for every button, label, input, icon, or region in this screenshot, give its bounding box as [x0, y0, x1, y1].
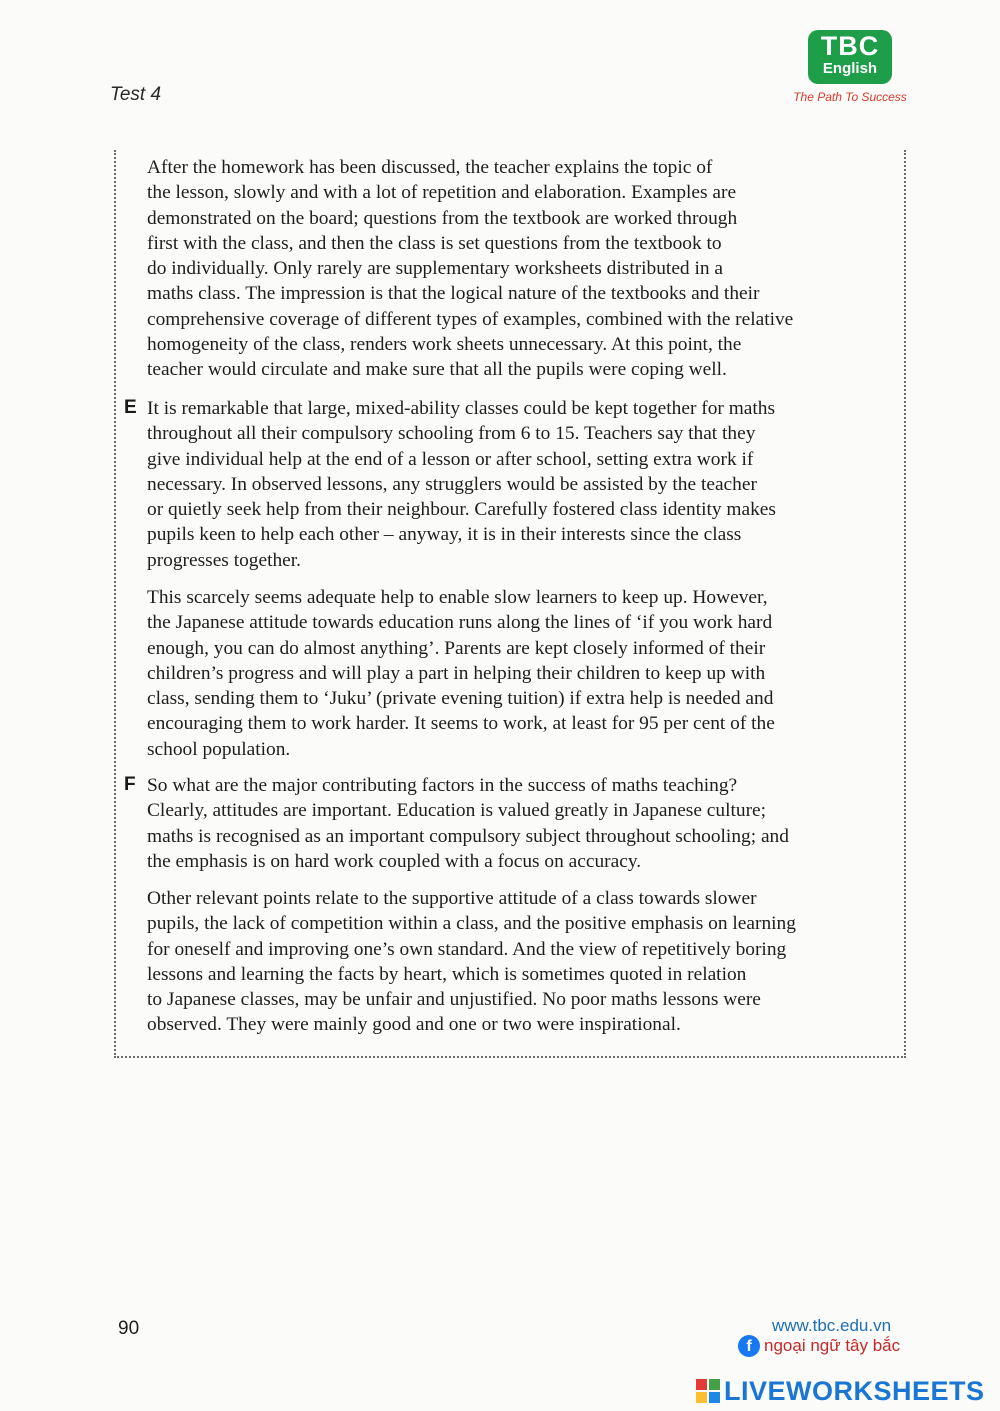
facebook-page-name: ngoại ngữ tây bắc [764, 1336, 901, 1355]
paragraph-e: It is remarkable that large, mixed-ability classes could be kept together for maths throughout all their compulsory schooling from 6 to 15. Teachers say that they give individual help at the end of a lesson or after school, setting extra work if necessary. In observed lessons, any strugglers would be assisted by the teacher or quietly seek help from their neighbour. Carefully fostered class identity makes pupils keen to help each other – anyway, it is in their interests since the class progresses together. [147, 398, 776, 571]
section-letter-e: E [124, 397, 137, 418]
logo-title: TBC [820, 31, 880, 61]
section-letter-f: F [124, 774, 136, 795]
tagline: The Path To Success [793, 90, 907, 104]
paragraph-f-continued: Other relevant points relate to the supportive attitude of a class towards slower pupils, the lack of competition within a class, and the positive emphasis on learning for oneself and improving one’s own standard. And the view of repetitively boring lessons and learning the facts by heart, which is sometimes quoted in relation to Japanese classes, may be unfair and unjustified. No poor maths lessons were observed. They were mainly good and one or two were inspirational. [147, 888, 796, 1036]
logo-subtitle: English [822, 60, 878, 77]
page-number: 90 [118, 1318, 140, 1339]
paragraph-e-continued: This scarcely seems adequate help to enable slow learners to keep up. However, the Japanese attitude towards education runs along the lines of ‘if you work hard enough, you can do almost anything’. Parents are kept closely informed of their children’s progress and will play a part in helping their children to keep up with class, sending them to ‘Juku’ (private evening tuition) if extra help is needed and encouraging them to work harder. It seems to work, at least for 95 per cent of the school population. [147, 587, 775, 760]
paragraph-f: So what are the major contributing factors in the success of maths teaching? Clearly, attitudes are important. Education is valued greatly in Japanese culture; maths is recognised as an important compulsory subject throughout schooling; and the emphasis is on hard work coupled with a focus on accuracy. [147, 775, 789, 872]
website-link[interactable]: www.tbc.edu.vn [772, 1316, 892, 1335]
liveworksheets-icon [696, 1379, 720, 1403]
paragraph-d-continued: After the homework has been discussed, the teacher explains the topic of the lesson, slowly and with a lot of repetition and elaboration. Examples are demonstrated on the board; questions from the textbook are worked through first with the class, and then the class is set questions from the textbook to do individually. Only rarely are supplementary worksheets distributed in a maths class. The impression is that the logical nature of the textbooks and their comprehensive coverage of different types of examples, combined with the relative homogeneity of the class, renders work sheets unnecessary. At this point, the teacher would circulate and make sure that all the pupils were coping well. [147, 157, 794, 381]
facebook-link[interactable] [738, 1335, 900, 1357]
test-label: Test 4 [110, 84, 162, 105]
liveworksheets-brand [696, 1376, 985, 1406]
liveworksheets-wordmark: LIVEWORKSHEETS [724, 1375, 985, 1406]
facebook-icon: f [738, 1335, 760, 1357]
tbc-logo [808, 30, 892, 84]
